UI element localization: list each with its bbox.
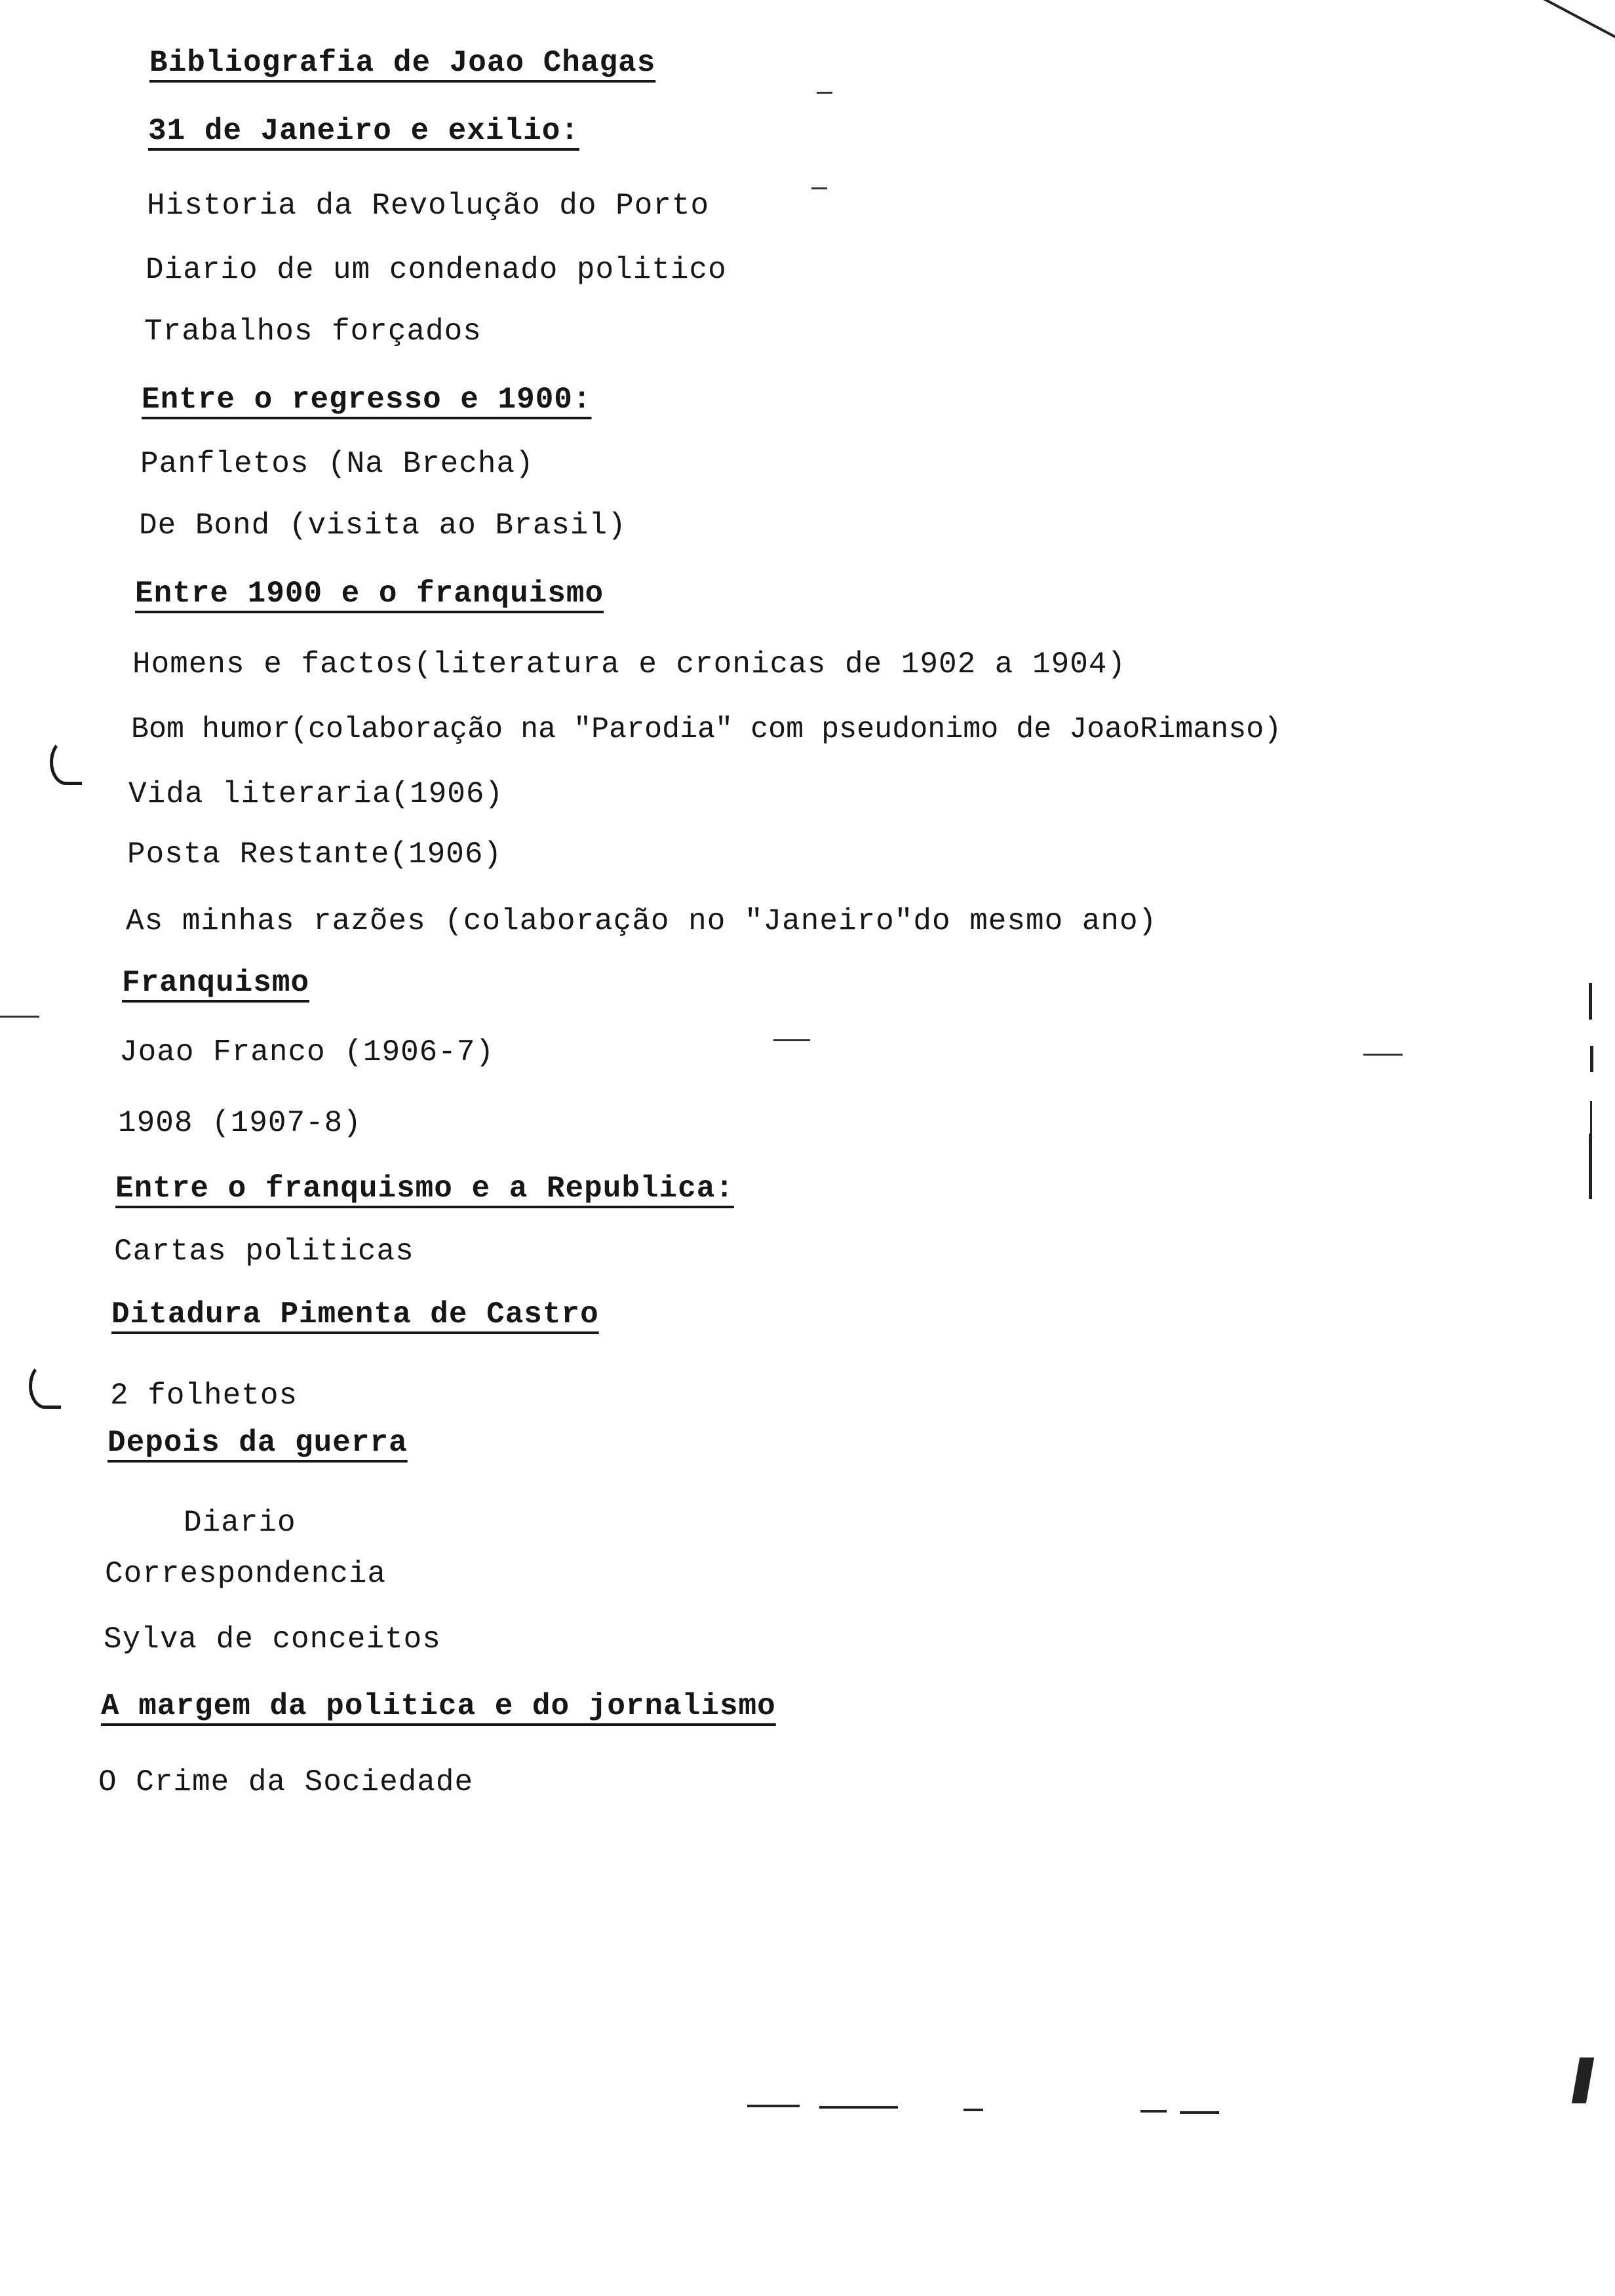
section-heading: 31 de Janeiro e exilio: [148,114,579,148]
scan-edge-mark [1589,1134,1592,1199]
scan-artifact [747,2105,800,2107]
scan-artifact [0,1016,39,1018]
margin-bracket-mark [29,1363,61,1409]
scan-artifact [773,1039,810,1041]
bibliography-entry: 1908 (1907-8) [118,1106,362,1140]
scan-edge-mark [1572,2057,1594,2103]
bibliography-entry: Diario [184,1506,296,1540]
bibliography-entry: De Bond (visita ao Brasil) [139,508,627,543]
bibliography-entry: Bom humor(colaboração na "Parodia" com pseudonimo de JoaoRimanso) [131,713,1282,746]
section-heading: Franquismo [122,966,310,1000]
bibliography-entry: Correspondencia [105,1557,387,1591]
scan-edge-mark [1590,1046,1593,1072]
section-heading: Entre o regresso e 1900: [142,383,592,417]
bibliography-entry: O Crime da Sociedade [98,1765,474,1799]
bibliography-entry: Panfletos (Na Brecha) [140,447,534,481]
section-heading: Entre o franquismo e a Republica: [115,1172,734,1206]
scan-artifact [1180,2111,1219,2114]
bibliography-entry: Vida literaria(1906) [128,777,504,811]
bibliography-entry: Historia da Revolução do Porto [147,189,710,223]
scan-edge-mark [1589,983,1592,1020]
bibliography-entry: Sylva de conceitos [104,1622,441,1656]
scan-artifact [811,187,827,189]
section-heading: Entre 1900 e o franquismo [135,577,604,611]
scan-artifact [819,2106,898,2109]
bibliography-entry: Posta Restante(1906) [127,837,503,871]
bibliography-entry: Joao Franco (1906-7) [119,1035,495,1069]
bibliography-entry: 2 folhetos [110,1379,298,1413]
document-title: Bibliografia de Joao Chagas [149,46,656,80]
scan-artifact [1140,2110,1167,2113]
section-heading: Ditadura Pimenta de Castro [111,1297,599,1331]
scan-artifact [1363,1054,1403,1056]
section-heading: A margem da politica e do jornalismo [101,1689,776,1723]
bibliography-entry: Cartas politicas [114,1234,414,1269]
bibliography-entry: As minhas razões (colaboração no "Janeiro"do mesmo ano) [126,904,1158,938]
bibliography-entry: Trabalhos forçados [144,315,482,349]
bibliography-entry: Diario de um condenado politico [146,253,727,287]
section-heading: Depois da guerra [107,1426,408,1460]
scan-artifact [963,2109,983,2111]
page-edge-mark [1535,0,1615,39]
margin-bracket-mark [50,739,82,785]
scan-artifact [817,92,832,94]
bibliography-entry: Homens e factos(literatura e cronicas de 1902 a 1904) [132,647,1127,681]
